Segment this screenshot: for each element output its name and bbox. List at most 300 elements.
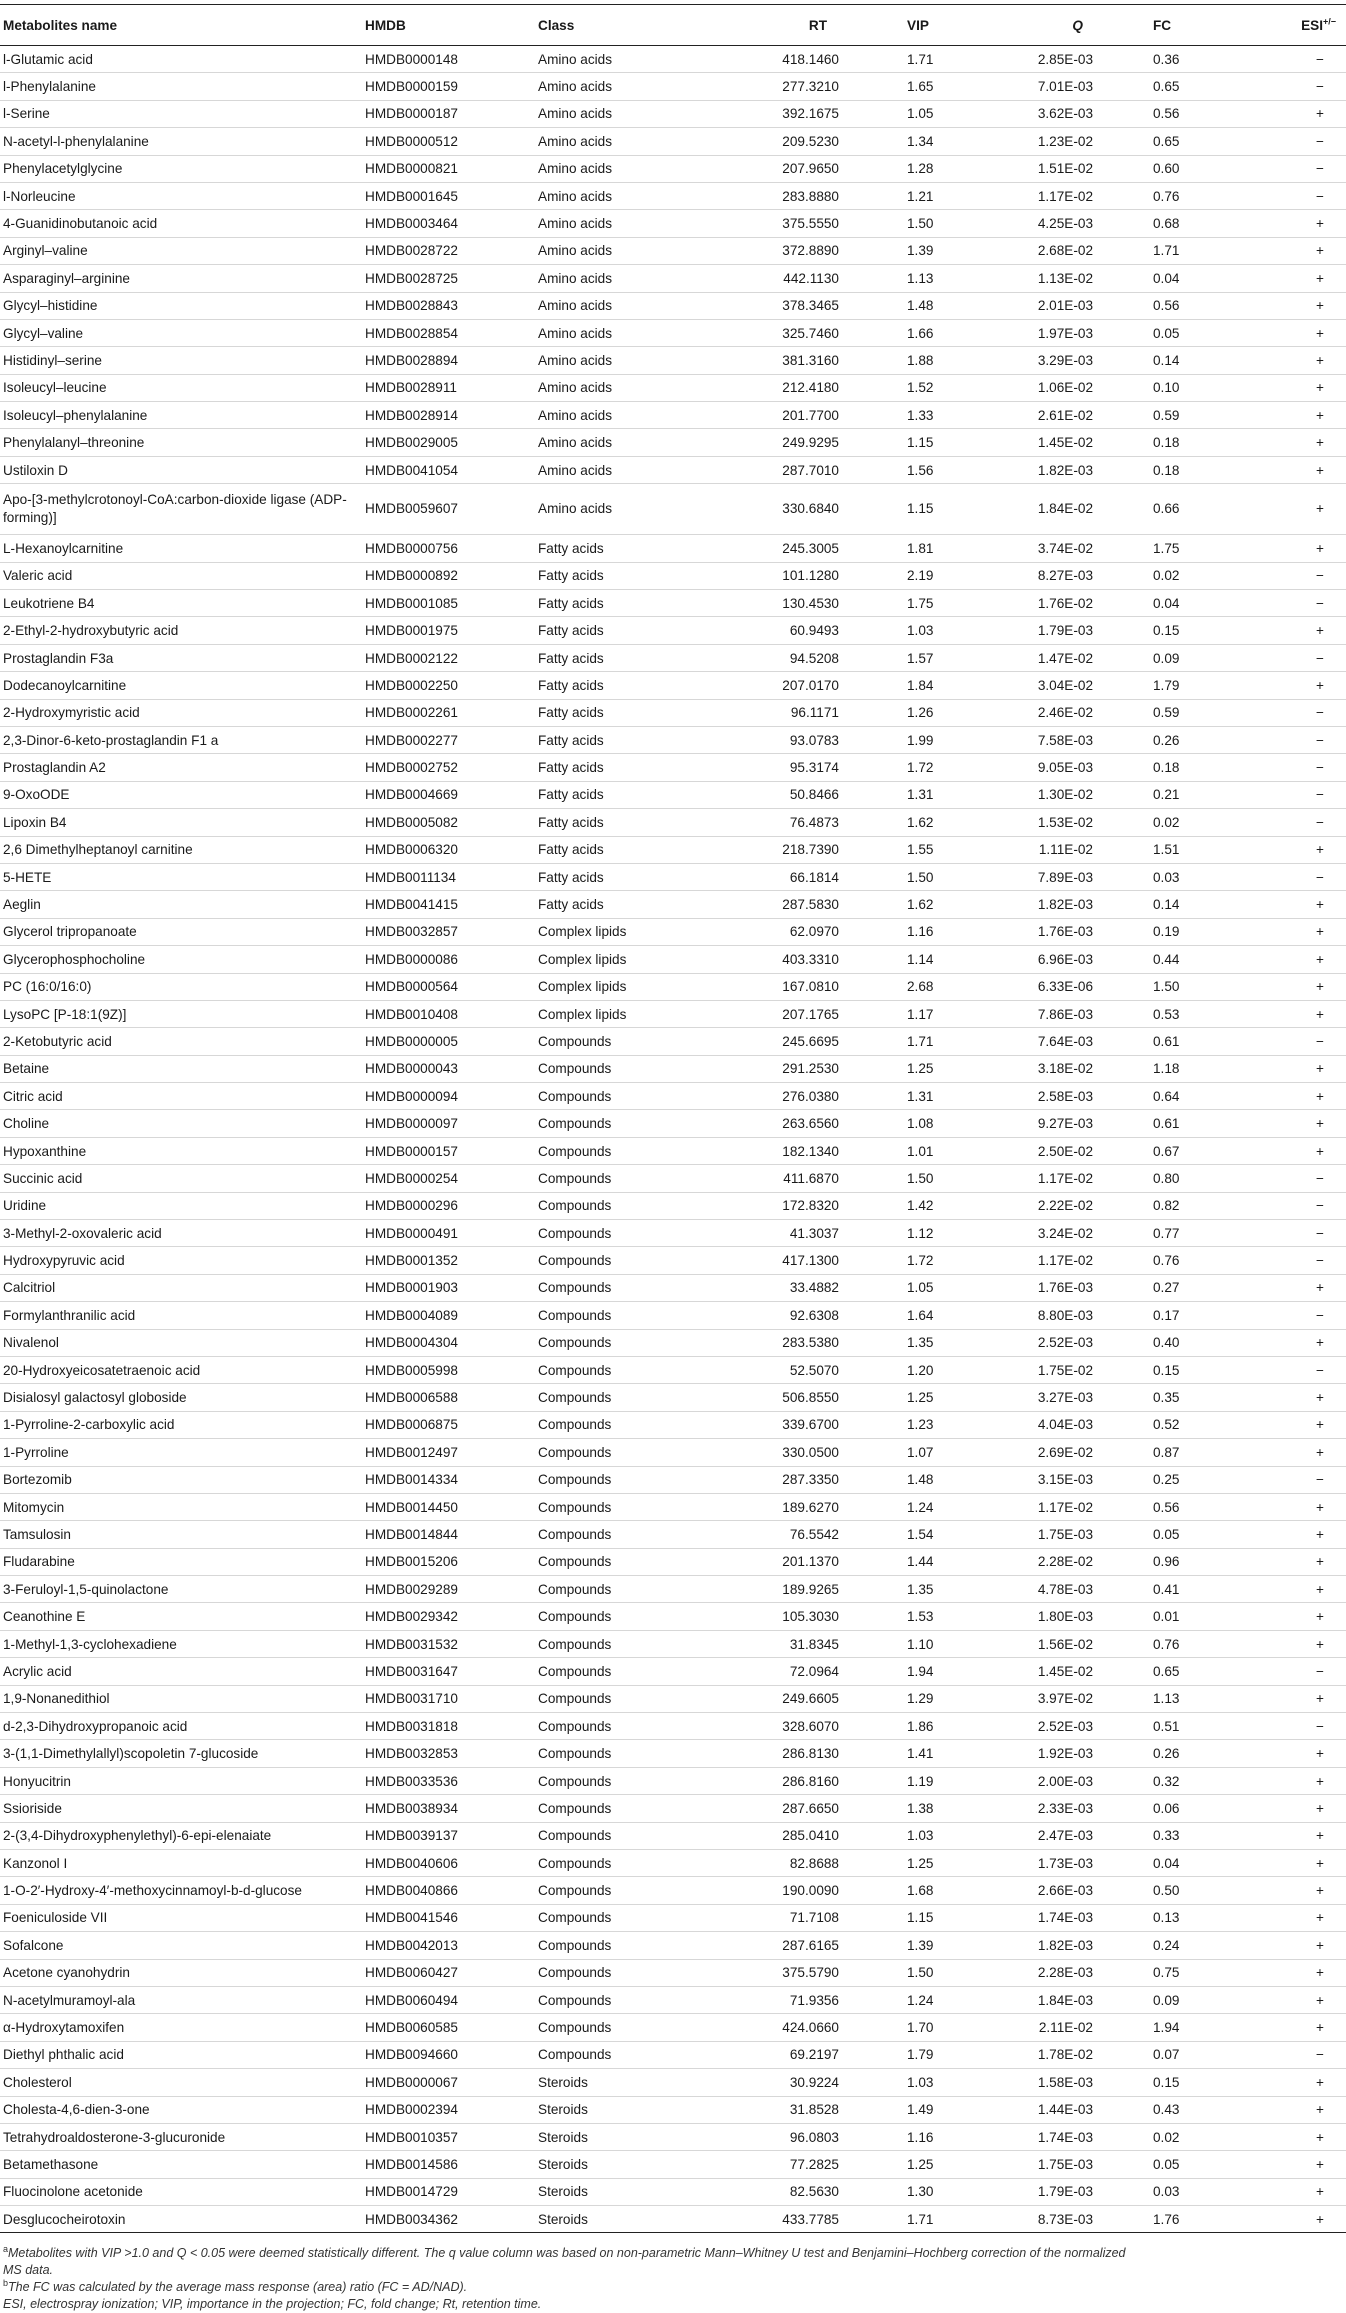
cell-fc: 0.18 xyxy=(1131,456,1251,483)
cell-rt: 330.6840 xyxy=(671,484,879,535)
cell-esi: + xyxy=(1251,1576,1346,1603)
cell-rt: 71.9356 xyxy=(671,1986,879,2013)
table-row xyxy=(0,319,1346,346)
cell-hmdb: HMDB0002394 xyxy=(361,2096,534,2123)
table-header xyxy=(0,5,1346,46)
cell-rt: 283.5380 xyxy=(671,1329,879,1356)
table-row xyxy=(0,1740,1346,1767)
cell-name: Kanzonol I xyxy=(0,1850,361,1877)
cell-esi: + xyxy=(1251,1137,1346,1164)
cell-hmdb: HMDB0028914 xyxy=(361,402,534,429)
cell-vip: 1.65 xyxy=(879,73,982,100)
cell-fc: 0.43 xyxy=(1131,2096,1251,2123)
cell-class: Compounds xyxy=(534,1795,671,1822)
cell-rt: 277.3210 xyxy=(671,73,879,100)
cell-fc: 0.05 xyxy=(1131,319,1251,346)
cell-vip: 1.15 xyxy=(879,429,982,456)
cell-rt: 52.5070 xyxy=(671,1356,879,1383)
cell-fc: 0.03 xyxy=(1131,2178,1251,2205)
cell-class: Amino acids xyxy=(534,456,671,483)
cell-fc: 0.51 xyxy=(1131,1713,1251,1740)
header-hmdb: HMDB xyxy=(361,5,534,46)
cell-hmdb: HMDB0000043 xyxy=(361,1055,534,1082)
cell-hmdb: HMDB0041054 xyxy=(361,456,534,483)
cell-q: 1.58E-03 xyxy=(982,2069,1131,2096)
cell-name: d-2,3-Dihydroxypropanoic acid xyxy=(0,1713,361,1740)
cell-fc: 1.51 xyxy=(1131,836,1251,863)
cell-q: 2.28E-03 xyxy=(982,1959,1131,1986)
cell-esi: + xyxy=(1251,292,1346,319)
cell-vip: 1.50 xyxy=(879,1959,982,1986)
cell-name: 1-Methyl-1,3-cyclohexadiene xyxy=(0,1630,361,1657)
cell-q: 1.75E-02 xyxy=(982,1356,1131,1383)
cell-class: Compounds xyxy=(534,1603,671,1630)
cell-fc: 1.50 xyxy=(1131,973,1251,1000)
cell-vip: 1.33 xyxy=(879,402,982,429)
cell-esi: + xyxy=(1251,1384,1346,1411)
cell-rt: 96.0803 xyxy=(671,2123,879,2150)
table-row xyxy=(0,946,1346,973)
cell-hmdb: HMDB0000892 xyxy=(361,562,534,589)
cell-vip: 1.03 xyxy=(879,617,982,644)
cell-rt: 92.6308 xyxy=(671,1302,879,1329)
cell-esi: + xyxy=(1251,617,1346,644)
cell-vip: 1.72 xyxy=(879,1247,982,1274)
cell-hmdb: HMDB0028843 xyxy=(361,292,534,319)
cell-fc: 0.35 xyxy=(1131,1384,1251,1411)
cell-esi: + xyxy=(1251,946,1346,973)
cell-hmdb: HMDB0014729 xyxy=(361,2178,534,2205)
cell-esi: − xyxy=(1251,781,1346,808)
cell-vip: 1.24 xyxy=(879,1493,982,1520)
cell-q: 6.33E-06 xyxy=(982,973,1131,1000)
table-row xyxy=(0,644,1346,671)
cell-fc: 0.26 xyxy=(1131,1740,1251,1767)
cell-name: Hypoxanthine xyxy=(0,1137,361,1164)
cell-esi: + xyxy=(1251,1795,1346,1822)
cell-hmdb: HMDB0029342 xyxy=(361,1603,534,1630)
cell-name: 9-OxoODE xyxy=(0,781,361,808)
cell-esi: + xyxy=(1251,2069,1346,2096)
cell-vip: 1.35 xyxy=(879,1329,982,1356)
cell-hmdb: HMDB0028725 xyxy=(361,265,534,292)
cell-rt: 392.1675 xyxy=(671,100,879,127)
cell-name: Nivalenol xyxy=(0,1329,361,1356)
table-row xyxy=(0,2014,1346,2041)
cell-fc: 1.71 xyxy=(1131,237,1251,264)
table-row xyxy=(0,1274,1346,1301)
table-row xyxy=(0,1822,1346,1849)
cell-esi: − xyxy=(1251,1220,1346,1247)
cell-vip: 1.25 xyxy=(879,1384,982,1411)
cell-name: Acrylic acid xyxy=(0,1658,361,1685)
cell-hmdb: HMDB0094660 xyxy=(361,2041,534,2068)
cell-class: Compounds xyxy=(534,1986,671,2013)
cell-esi: − xyxy=(1251,809,1346,836)
cell-class: Fatty acids xyxy=(534,726,671,753)
cell-fc: 0.02 xyxy=(1131,562,1251,589)
cell-esi: + xyxy=(1251,918,1346,945)
cell-fc: 0.40 xyxy=(1131,1329,1251,1356)
cell-class: Compounds xyxy=(534,1274,671,1301)
cell-vip: 1.26 xyxy=(879,699,982,726)
cell-vip: 2.68 xyxy=(879,973,982,1000)
cell-esi: + xyxy=(1251,1521,1346,1548)
cell-rt: 424.0660 xyxy=(671,2014,879,2041)
cell-name: Isoleucyl–phenylalanine xyxy=(0,402,361,429)
cell-hmdb: HMDB0028911 xyxy=(361,374,534,401)
cell-hmdb: HMDB0003464 xyxy=(361,210,534,237)
cell-rt: 72.0964 xyxy=(671,1658,879,1685)
cell-name: Disialosyl galactosyl globoside xyxy=(0,1384,361,1411)
cell-class: Fatty acids xyxy=(534,590,671,617)
cell-hmdb: HMDB0014450 xyxy=(361,1493,534,1520)
footnote-abbreviations: ESI, electrospray ionization; VIP, importance in the projection; FC, fold change; Rt, retention time. xyxy=(3,2297,542,2312)
cell-name: 2,6 Dimethylheptanoyl carnitine xyxy=(0,836,361,863)
cell-fc: 0.15 xyxy=(1131,2069,1251,2096)
cell-hmdb: HMDB0002277 xyxy=(361,726,534,753)
cell-esi: + xyxy=(1251,1274,1346,1301)
cell-class: Compounds xyxy=(534,1329,671,1356)
cell-class: Amino acids xyxy=(534,402,671,429)
cell-class: Compounds xyxy=(534,1548,671,1575)
table-row xyxy=(0,429,1346,456)
cell-vip: 1.42 xyxy=(879,1192,982,1219)
cell-q: 1.76E-03 xyxy=(982,1274,1131,1301)
cell-q: 2.50E-02 xyxy=(982,1137,1131,1164)
footnote-a-text: Metabolites with VIP >1.0 and Q < 0.05 were deemed statistically different. The q value column was based on non-parametric Mann–Whitney U test and Benjamini–Hochberg correction of the normalized MS data. xyxy=(3,2246,1126,2278)
cell-vip: 1.50 xyxy=(879,210,982,237)
cell-rt: 291.2530 xyxy=(671,1055,879,1082)
cell-q: 3.24E-02 xyxy=(982,1220,1131,1247)
cell-fc: 0.96 xyxy=(1131,1548,1251,1575)
cell-hmdb: HMDB0015206 xyxy=(361,1548,534,1575)
cell-q: 1.79E-03 xyxy=(982,617,1131,644)
cell-esi: + xyxy=(1251,1630,1346,1657)
table-row xyxy=(0,1767,1346,1794)
cell-name: Cholesterol xyxy=(0,2069,361,2096)
cell-esi: − xyxy=(1251,699,1346,726)
cell-esi: + xyxy=(1251,402,1346,429)
table-row xyxy=(0,1110,1346,1137)
cell-class: Amino acids xyxy=(534,155,671,182)
cell-rt: 418.1460 xyxy=(671,46,879,73)
cell-name: Acetone cyanohydrin xyxy=(0,1959,361,1986)
cell-class: Complex lipids xyxy=(534,973,671,1000)
cell-hmdb: HMDB0029289 xyxy=(361,1576,534,1603)
table-row xyxy=(0,128,1346,155)
table-row xyxy=(0,237,1346,264)
cell-rt: 207.0170 xyxy=(671,672,879,699)
cell-fc: 0.14 xyxy=(1131,891,1251,918)
cell-q: 3.74E-02 xyxy=(982,535,1131,562)
cell-rt: 372.8890 xyxy=(671,237,879,264)
table-row xyxy=(0,292,1346,319)
cell-class: Complex lipids xyxy=(534,918,671,945)
cell-class: Steroids xyxy=(534,2178,671,2205)
cell-vip: 1.44 xyxy=(879,1548,982,1575)
cell-vip: 1.17 xyxy=(879,1000,982,1027)
cell-vip: 1.05 xyxy=(879,100,982,127)
cell-q: 1.82E-03 xyxy=(982,891,1131,918)
cell-vip: 1.03 xyxy=(879,2069,982,2096)
cell-q: 2.00E-03 xyxy=(982,1767,1131,1794)
cell-hmdb: HMDB0039137 xyxy=(361,1822,534,1849)
cell-vip: 1.24 xyxy=(879,1986,982,2013)
cell-fc: 0.80 xyxy=(1131,1165,1251,1192)
cell-esi: + xyxy=(1251,1685,1346,1712)
table-row xyxy=(0,973,1346,1000)
table-row xyxy=(0,1630,1346,1657)
cell-q: 1.84E-02 xyxy=(982,484,1131,535)
cell-vip: 1.20 xyxy=(879,1356,982,1383)
cell-q: 1.73E-03 xyxy=(982,1850,1131,1877)
cell-name: Aeglin xyxy=(0,891,361,918)
cell-fc: 1.76 xyxy=(1131,2206,1251,2233)
cell-rt: 201.1370 xyxy=(671,1548,879,1575)
cell-q: 3.97E-02 xyxy=(982,1685,1131,1712)
cell-name: 1,9-Nonanedithiol xyxy=(0,1685,361,1712)
table-row xyxy=(0,1466,1346,1493)
cell-hmdb: HMDB0040606 xyxy=(361,1850,534,1877)
cell-vip: 1.79 xyxy=(879,2041,982,2068)
cell-q: 1.79E-03 xyxy=(982,2178,1131,2205)
cell-rt: 172.8320 xyxy=(671,1192,879,1219)
cell-hmdb: HMDB0000094 xyxy=(361,1083,534,1110)
table-row xyxy=(0,1356,1346,1383)
cell-name: Desglucocheirotoxin xyxy=(0,2206,361,2233)
cell-fc: 0.26 xyxy=(1131,726,1251,753)
table-row xyxy=(0,374,1346,401)
cell-rt: 286.8160 xyxy=(671,1767,879,1794)
cell-esi: − xyxy=(1251,128,1346,155)
cell-esi: + xyxy=(1251,1603,1346,1630)
cell-class: Amino acids xyxy=(534,265,671,292)
table-row xyxy=(0,347,1346,374)
cell-fc: 0.17 xyxy=(1131,1302,1251,1329)
cell-q: 1.80E-03 xyxy=(982,1603,1131,1630)
cell-hmdb: HMDB0028894 xyxy=(361,347,534,374)
cell-q: 1.17E-02 xyxy=(982,1165,1131,1192)
cell-hmdb: HMDB0000187 xyxy=(361,100,534,127)
cell-fc: 0.59 xyxy=(1131,699,1251,726)
cell-esi: + xyxy=(1251,672,1346,699)
cell-q: 2.66E-03 xyxy=(982,1877,1131,1904)
cell-class: Compounds xyxy=(534,1055,671,1082)
cell-name: Isoleucyl–leucine xyxy=(0,374,361,401)
cell-esi: + xyxy=(1251,210,1346,237)
cell-name: 2-Ketobutyric acid xyxy=(0,1028,361,1055)
cell-hmdb: HMDB0000157 xyxy=(361,1137,534,1164)
cell-class: Fatty acids xyxy=(534,699,671,726)
cell-vip: 1.57 xyxy=(879,644,982,671)
table-row xyxy=(0,1247,1346,1274)
cell-fc: 0.06 xyxy=(1131,1795,1251,1822)
cell-class: Complex lipids xyxy=(534,1000,671,1027)
cell-fc: 0.65 xyxy=(1131,73,1251,100)
cell-rt: 41.3037 xyxy=(671,1220,879,1247)
table-row xyxy=(0,781,1346,808)
cell-q: 7.58E-03 xyxy=(982,726,1131,753)
table-row xyxy=(0,1192,1346,1219)
cell-esi: − xyxy=(1251,155,1346,182)
table-row xyxy=(0,2096,1346,2123)
cell-esi: + xyxy=(1251,1740,1346,1767)
cell-q: 2.33E-03 xyxy=(982,1795,1131,1822)
cell-hmdb: HMDB0014586 xyxy=(361,2151,534,2178)
cell-fc: 0.60 xyxy=(1131,155,1251,182)
table-row xyxy=(0,1055,1346,1082)
cell-fc: 0.13 xyxy=(1131,1904,1251,1931)
cell-hmdb: HMDB0029005 xyxy=(361,429,534,456)
cell-class: Fatty acids xyxy=(534,562,671,589)
cell-vip: 1.15 xyxy=(879,1904,982,1931)
cell-q: 1.11E-02 xyxy=(982,836,1131,863)
cell-q: 1.74E-03 xyxy=(982,2123,1131,2150)
cell-hmdb: HMDB0060585 xyxy=(361,2014,534,2041)
cell-rt: 95.3174 xyxy=(671,754,879,781)
cell-class: Compounds xyxy=(534,1767,671,1794)
cell-q: 1.53E-02 xyxy=(982,809,1131,836)
cell-name: N-acetyl-l-phenylalanine xyxy=(0,128,361,155)
cell-esi: + xyxy=(1251,1000,1346,1027)
cell-name: Leukotriene B4 xyxy=(0,590,361,617)
cell-esi: + xyxy=(1251,2206,1346,2233)
cell-name: Prostaglandin F3a xyxy=(0,644,361,671)
cell-vip: 1.30 xyxy=(879,2178,982,2205)
footnote-b xyxy=(3,2279,1138,2296)
cell-rt: 417.1300 xyxy=(671,1247,879,1274)
table-row xyxy=(0,726,1346,753)
cell-vip: 1.75 xyxy=(879,590,982,617)
footnote-b-mark: b xyxy=(3,2278,9,2289)
cell-class: Amino acids xyxy=(534,100,671,127)
cell-vip: 1.84 xyxy=(879,672,982,699)
cell-vip: 1.39 xyxy=(879,1932,982,1959)
cell-rt: 506.8550 xyxy=(671,1384,879,1411)
table-row xyxy=(0,1850,1346,1877)
cell-rt: 66.1814 xyxy=(671,863,879,890)
cell-vip: 1.25 xyxy=(879,1055,982,1082)
cell-rt: 189.6270 xyxy=(671,1493,879,1520)
cell-rt: 433.7785 xyxy=(671,2206,879,2233)
cell-name: Uridine xyxy=(0,1192,361,1219)
cell-rt: 287.5830 xyxy=(671,891,879,918)
cell-class: Fatty acids xyxy=(534,836,671,863)
cell-name: Arginyl–valine xyxy=(0,237,361,264)
cell-name: l-Glutamic acid xyxy=(0,46,361,73)
cell-name: Betamethasone xyxy=(0,2151,361,2178)
cell-fc: 0.15 xyxy=(1131,1356,1251,1383)
cell-q: 7.01E-03 xyxy=(982,73,1131,100)
cell-vip: 1.94 xyxy=(879,1658,982,1685)
cell-fc: 0.82 xyxy=(1131,1192,1251,1219)
table-row xyxy=(0,456,1346,483)
cell-fc: 0.59 xyxy=(1131,402,1251,429)
cell-class: Compounds xyxy=(534,1356,671,1383)
cell-rt: 167.0810 xyxy=(671,973,879,1000)
cell-q: 1.75E-03 xyxy=(982,2151,1131,2178)
cell-vip: 1.88 xyxy=(879,347,982,374)
cell-vip: 1.50 xyxy=(879,1165,982,1192)
cell-fc: 0.44 xyxy=(1131,946,1251,973)
cell-vip: 1.54 xyxy=(879,1521,982,1548)
table-row xyxy=(0,2151,1346,2178)
cell-class: Compounds xyxy=(534,1658,671,1685)
table-row xyxy=(0,2069,1346,2096)
cell-q: 2.68E-02 xyxy=(982,237,1131,264)
cell-vip: 1.52 xyxy=(879,374,982,401)
cell-esi: + xyxy=(1251,347,1346,374)
cell-fc: 0.66 xyxy=(1131,484,1251,535)
cell-hmdb: HMDB0041415 xyxy=(361,891,534,918)
cell-vip: 1.55 xyxy=(879,836,982,863)
cell-fc: 0.56 xyxy=(1131,292,1251,319)
cell-rt: 381.3160 xyxy=(671,347,879,374)
cell-hmdb: HMDB0002261 xyxy=(361,699,534,726)
cell-hmdb: HMDB0040866 xyxy=(361,1877,534,1904)
cell-esi: + xyxy=(1251,1822,1346,1849)
cell-esi: + xyxy=(1251,100,1346,127)
cell-esi: + xyxy=(1251,1411,1346,1438)
cell-rt: 207.1765 xyxy=(671,1000,879,1027)
cell-class: Steroids xyxy=(534,2206,671,2233)
cell-rt: 375.5550 xyxy=(671,210,879,237)
cell-name: Formylanthranilic acid xyxy=(0,1302,361,1329)
cell-vip: 1.41 xyxy=(879,1740,982,1767)
cell-name: Ceanothine E xyxy=(0,1603,361,1630)
cell-class: Steroids xyxy=(534,2123,671,2150)
cell-esi: + xyxy=(1251,2151,1346,2178)
cell-esi: − xyxy=(1251,1658,1346,1685)
cell-rt: 325.7460 xyxy=(671,319,879,346)
cell-rt: 130.4530 xyxy=(671,590,879,617)
cell-fc: 0.10 xyxy=(1131,374,1251,401)
cell-esi: + xyxy=(1251,1932,1346,1959)
cell-esi: − xyxy=(1251,562,1346,589)
cell-name: Succinic acid xyxy=(0,1165,361,1192)
cell-class: Fatty acids xyxy=(534,809,671,836)
table-row xyxy=(0,182,1346,209)
cell-class: Fatty acids xyxy=(534,781,671,808)
cell-q: 1.06E-02 xyxy=(982,374,1131,401)
cell-hmdb: HMDB0000756 xyxy=(361,535,534,562)
cell-esi: − xyxy=(1251,73,1346,100)
cell-name: Foeniculoside VII xyxy=(0,1904,361,1931)
cell-hmdb: HMDB0006875 xyxy=(361,1411,534,1438)
cell-hmdb: HMDB0031532 xyxy=(361,1630,534,1657)
table-row xyxy=(0,1000,1346,1027)
cell-rt: 94.5208 xyxy=(671,644,879,671)
cell-name: l-Norleucine xyxy=(0,182,361,209)
cell-name: Phenylacetylglycine xyxy=(0,155,361,182)
cell-vip: 1.71 xyxy=(879,2206,982,2233)
cell-esi: − xyxy=(1251,1713,1346,1740)
cell-q: 2.58E-03 xyxy=(982,1083,1131,1110)
cell-fc: 0.32 xyxy=(1131,1767,1251,1794)
header-esi-sup: +/− xyxy=(1322,15,1336,26)
cell-vip: 1.16 xyxy=(879,2123,982,2150)
cell-esi: + xyxy=(1251,2014,1346,2041)
cell-fc: 0.05 xyxy=(1131,1521,1251,1548)
cell-q: 2.85E-03 xyxy=(982,46,1131,73)
cell-q: 3.29E-03 xyxy=(982,347,1131,374)
cell-rt: 31.8528 xyxy=(671,2096,879,2123)
header-class: Class xyxy=(534,5,671,46)
cell-name: Mitomycin xyxy=(0,1493,361,1520)
cell-vip: 1.21 xyxy=(879,182,982,209)
table-row xyxy=(0,2041,1346,2068)
